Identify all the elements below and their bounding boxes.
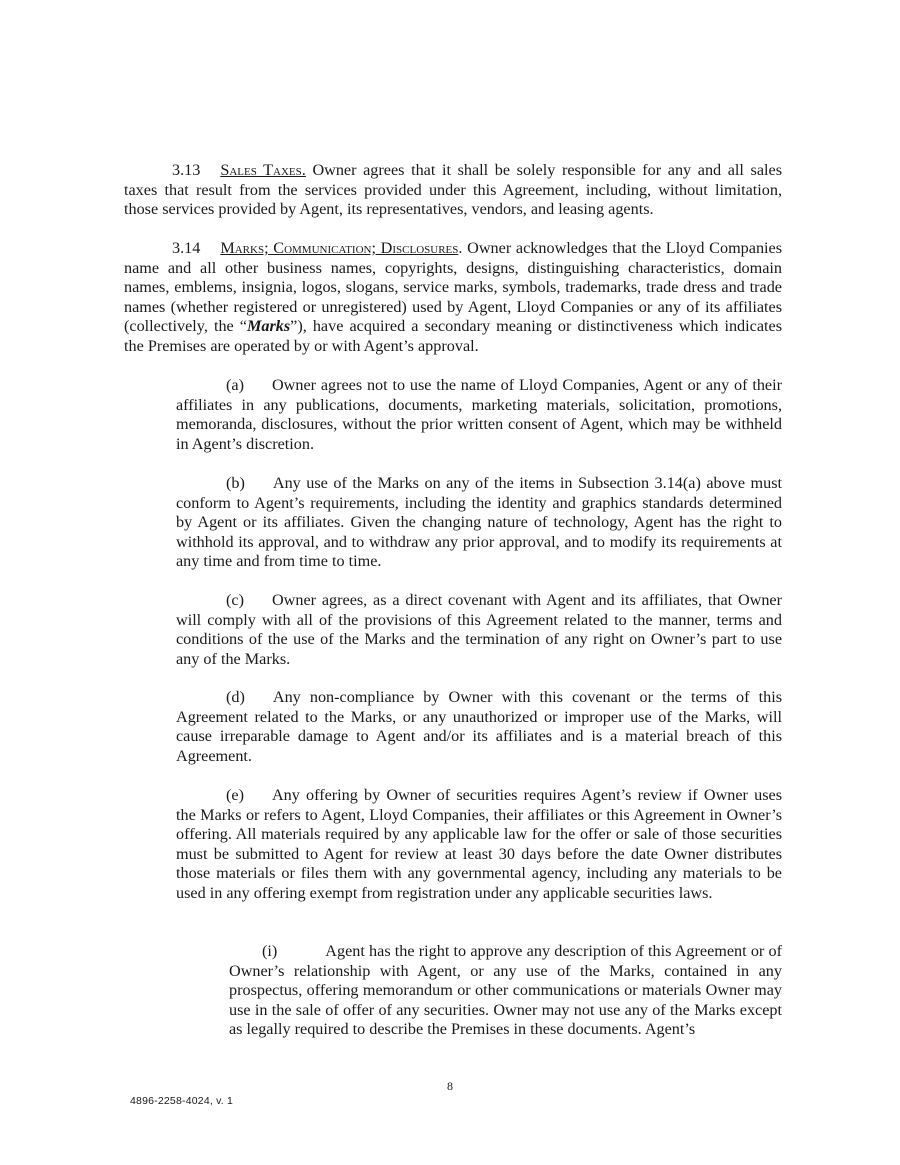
subsection-label: (d) <box>226 688 245 706</box>
section-heading: Sales Taxes. <box>220 161 306 179</box>
subsection-e-i <box>229 942 782 1040</box>
defined-term: Marks <box>246 317 291 336</box>
subsection-label: (b) <box>226 474 245 492</box>
subsection-label: (i) <box>262 942 278 960</box>
subsection-b <box>176 474 782 572</box>
section-3-13 <box>124 161 782 220</box>
subsection-label: (c) <box>226 591 244 609</box>
subsection-label: (a) <box>226 376 244 394</box>
subsection-body: Owner agrees, as a direct covenant with Agent and its affiliates, that Owner will comply with all of the provisions of this Agreement related to the manner, terms and conditions of the use of the Marks and the termination of any right on Owner’s part to use any of the Marks. <box>176 591 782 668</box>
subsection-a <box>176 376 782 454</box>
section-number: 3.14 <box>172 239 201 257</box>
section-number: 3.13 <box>172 161 201 179</box>
subsection-body: Any offering by Owner of securities requires Agent’s review if Owner uses the Marks or refers to Agent, Lloyd Companies, their affiliates or this Agreement in Owner’s offering. All materials required by any applicable law for the offer or sale of those securities must be submitted to Agent for review at least 30 days before the date Owner distributes those materials or files them with any governmental agency, including any materials to be used in any offering exempt from registration under any applicable securities laws. <box>176 786 782 902</box>
subsection-d <box>176 688 782 766</box>
section-3-14: 3.14 Marks; Communication; Disclosures. Owner acknowledges that the Lloyd Companies name and all other business names, copyrights, designs, distinguishing characteristics, domain names, emblems, insignia, logos, slogans, service marks, symbols, trademarks, trade dress and trade names (whether registered or unregistered) used by Agent, Lloyd Companies or any of its affiliates (collectively, the “Marks”), have acquired a secondary meaning or distinctiveness which indicates the Premises are operated by or with Agent’s approval. <box>124 239 783 355</box>
section-body-start: Owner acknowledges that the Lloyd Companies name and all other business names, copyrights, designs, distinguishing characteristics, domain names, emblems, insignia, logos, slogans, service marks, symbols, trademarks, trade dress and trade names (whether registered or unregistered) used by Agent, Lloyd Companies or any of its affiliates (collectively, the “ <box>124 239 783 336</box>
section-body-end: ”), have acquired a secondary meaning or distinctiveness which indicates the Premises are operated by or with Agent’s approval. <box>124 317 782 355</box>
document-id: 4896-2258-4024, v. 1 <box>130 1095 234 1107</box>
section-heading: Marks; Communication; Disclosures <box>220 239 459 257</box>
page-number: 8 <box>447 1079 453 1093</box>
subsection-body: Any non-compliance by Owner with this covenant or the terms of this Agreement related to the Marks, or any unauthorized or improper use of the Marks, will cause irreparable damage to Agent and/or its affiliates and is a material breach of this Agreement. <box>176 688 782 765</box>
section-body: Owner agrees that it shall be solely responsible for any and all sales taxes that result from the services provided under this Agreement, including, without limitation, those services provided by Agent, its representatives, vendors, and leasing agents. <box>124 161 783 219</box>
subsection-body: Owner agrees not to use the name of Lloyd Companies, Agent or any of their affiliates in any publications, documents, marketing materials, solicitation, promotions, memoranda, disclosures, without the prior written consent of Agent, which may be withheld in Agent’s discretion. <box>176 376 782 453</box>
subsection-e <box>176 786 782 904</box>
subsection-c <box>176 591 782 669</box>
subsection-label: (e) <box>226 786 244 804</box>
subsection-body: Agent has the right to approve any description of this Agreement or of Owner’s relationship with Agent, or any use of the Marks, contained in any prospectus, offering memorandum or other communications or materials Owner may use in the sale of offer of any securities. Owner may not use any of the Marks except as legally required to describe the Premises in these documents. Agent’s <box>229 942 782 1039</box>
subsection-body: Any use of the Marks on any of the items in Subsection 3.14(a) above must conform to Agent’s requirements, including the identity and graphics standards determined by Agent or its affiliates. Given the changing nature of technology, Agent has the right to withhold its approval, and to withdraw any prior approval, and to modify its requirements at any time and from time to time. <box>176 474 782 571</box>
